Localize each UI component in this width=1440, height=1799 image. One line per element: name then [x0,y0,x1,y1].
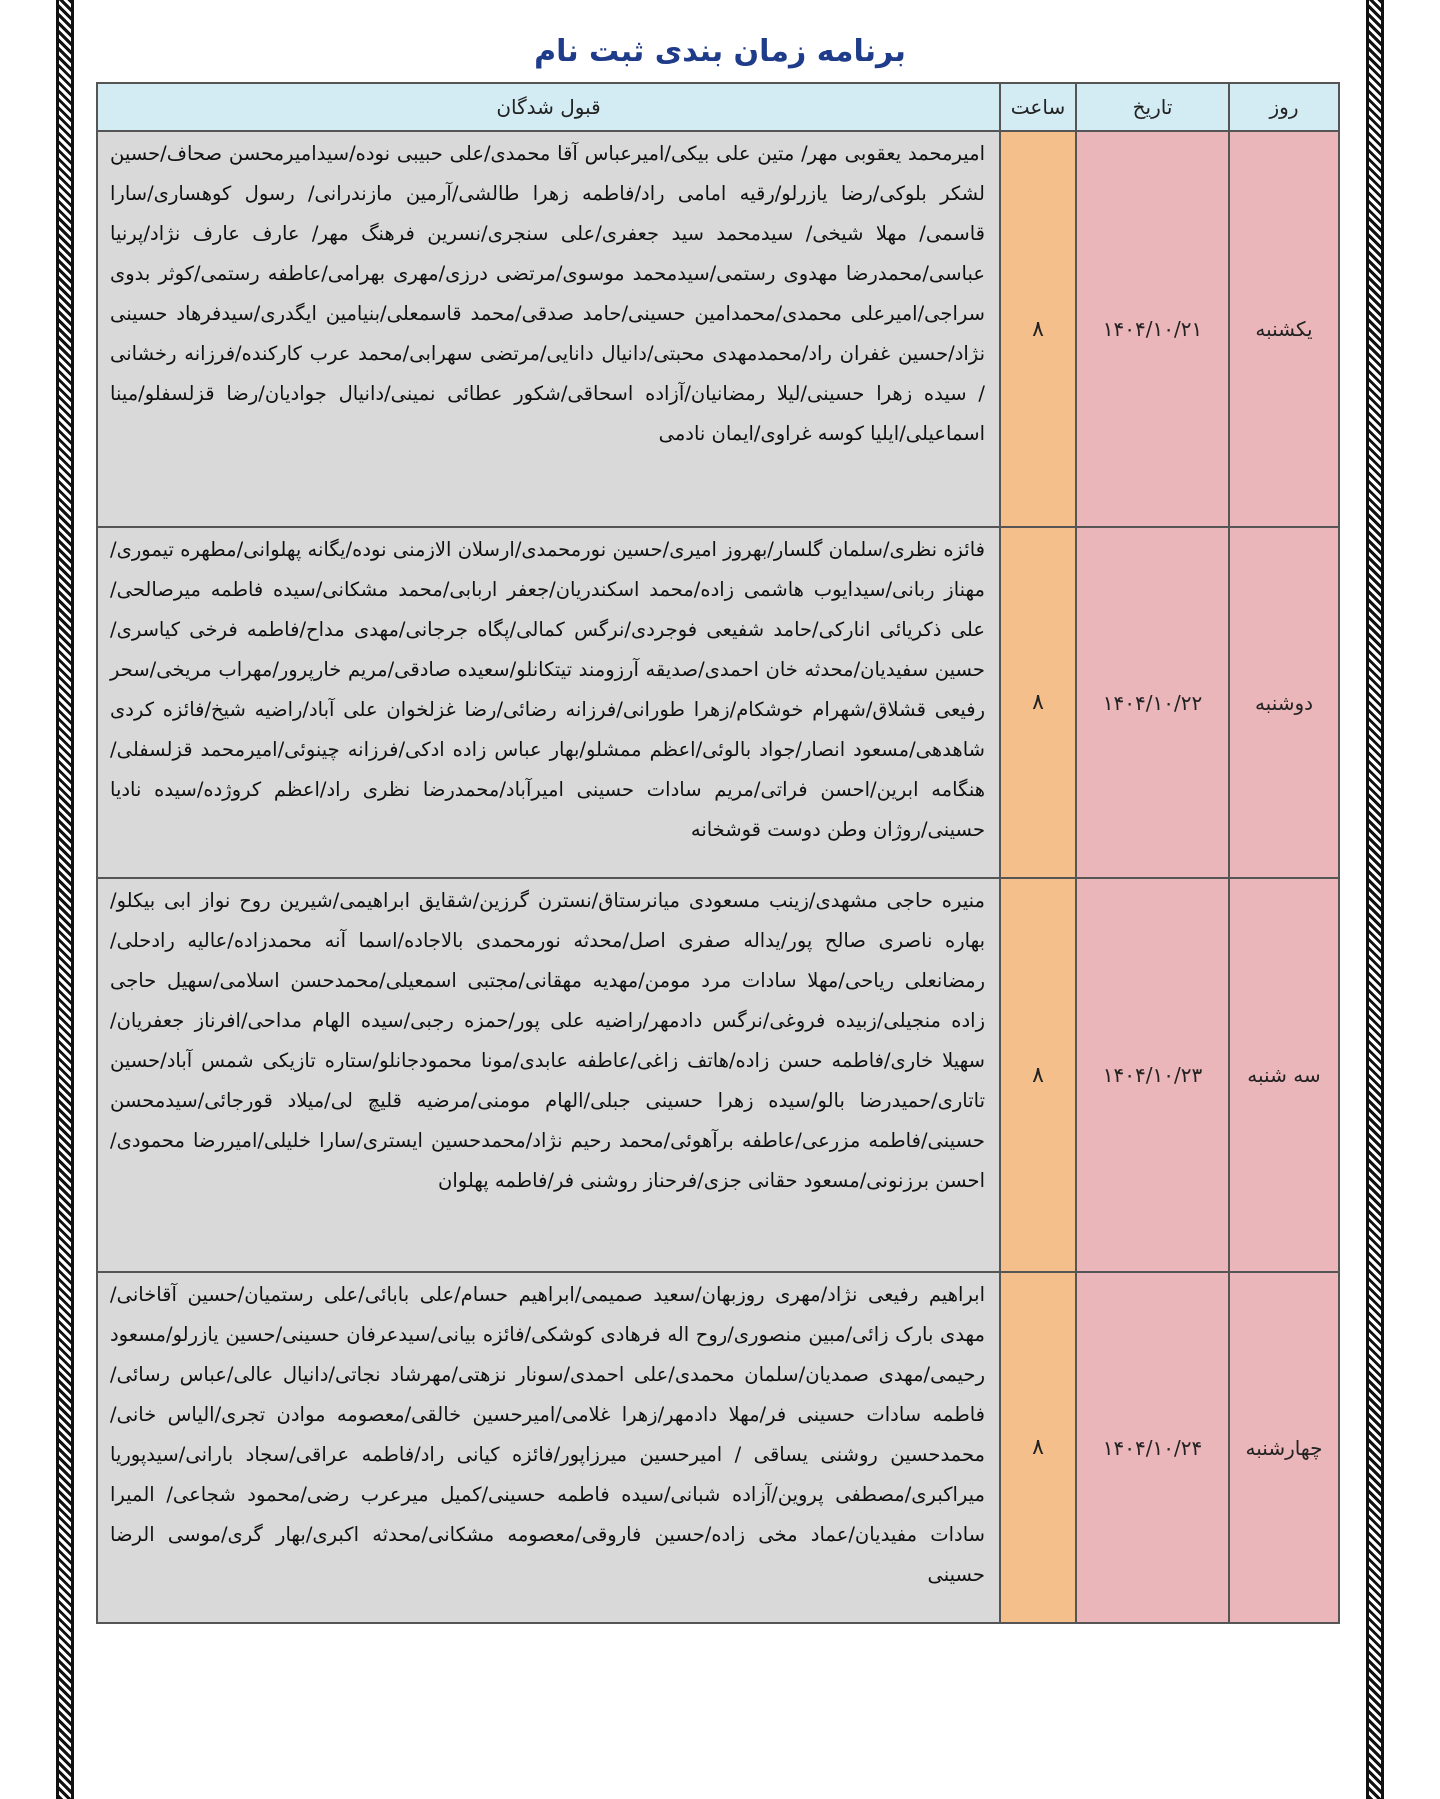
page-title: برنامه زمان بندی ثبت نام [534,34,906,69]
row-day: سه شنبه [1229,878,1339,1272]
row-names: فائزه نظری/سلمان گلسار/بهروز امیری/حسین نورمحمدی/ارسلان الازمنی نوده/یگانه پهلوانی/مطهره تیموری/مهناز ربانی/سیدایوب هاشمی زاده/محمد اسکندریان/جعفر اربابی/محمد مشکانی/سیده فاطمه میرصالحی/علی ذکریائی انارکی/حامد شفیعی فوجردی/نرگس کمالی/پگاه جرجانی/مهدی مداح/فاطمه فرخی کیاسری/حسین سفیدیان/محدثه خان احمدی/صدیقه آرزومند تیتکانلو/سعیده صادقی/مریم خارپرور/مهراب مریخی/سحر رفیعی قشلاق/شهرام خوشکام/زهرا طورانی/فرزانه رضائی/رضا غزلخوان علی آباد/راضیه شیخ/فائزه کردی شاهدهی/مسعود انصار/جواد بالوئی/اعظم ممشلو/بهار عباس زاده ادکی/فرزانه چینوئی/امیرمحمد قزلسفلی/هنگامه ابرین/احسن فراتی/مریم سادات حسینی امیرآباد/محمدرضا نظری راد/اعظم کروژده/سیده نادیا حسینی/روژان وطن دوست قوشخانه [97,527,1000,878]
table-row [97,527,1339,878]
row-day: دوشنبه [1229,527,1339,878]
row-names: امیرمحمد یعقوبی مهر/ متین علی بیکی/امیرعباس آقا محمدی/علی حبیبی نوده/سیدامیرمحسن صحاف/حسین لشکر بلوکی/رضا یازرلو/رقیه امامی راد/فاطمه زهرا طالشی/آرمین مازندرانی/ رسول کوهساری/سارا قاسمی/ مهلا شیخی/ سیدمحمد سید جعفری/علی سنجری/نسرین فرهنگ مهر/ عارف عارف نژاد/پرنیا عباسی/محمدرضا مهدوی رستمی/سیدمحمد موسوی/مرتضی درزی/مهری بهرامی/عاطفه رستمی/کوثر بدوی سراجی/امیرعلی محمدی/محمدامین حسینی/حامد صدقی/محمد قاسمعلی/بنیامین ایگدری/سیدفرهاد حسینی نژاد/حسین غفران راد/محمدمهدی محبتی/دانیال دانایی/مرتضی سهرابی/محمد عرب کارکنده/فرزانه رخشانی / سیده زهرا حسینی/لیلا رمضانیان/آزاده اسحاقی/شکور عطائی نمینی/دانیال جوادیان/رضا قزلسفلو/مینا اسماعیلی/ایلیا کوسه غراوی/ایمان نادمی [97,131,1000,527]
row-names: منیره حاجی مشهدی/زینب مسعودی میانرستاق/نسترن گرزین/شقایق ابراهیمی/شیرین روح نواز ابی بیکلو/بهاره ناصری صالح پور/یداله صفری اصل/محدثه نورمحمدی بالاجاده/اسما آنه محمدزاده/عالیه رادحلی/رمضانعلی ریاحی/مهلا سادات مرد مومن/مهدیه مهقانی/مجتبی اسمعیلی/محمدحسن اسلامی/سهیل حاجی زاده منجیلی/زبیده فروغی/نرگس دادمهر/راضیه علی پور/حمزه رجبی/سیده الهام مداحی/افرناز جعفریان/سهیلا خاری/فاطمه حسن زاده/هاتف زاغی/عاطفه عابدی/مونا محمودجانلو/ستاره تازیکی شمس آباد/حسین تاتاری/حمیدرضا بالو/سیده زهرا حسینی جبلی/الهام مومنی/مرضیه قلیچ لی/میلاد قورجائی/سیدمحسن حسینی/فاطمه مزرعی/عاطفه برآهوئی/محمد رحیم نژاد/محمدحسین ایستری/سارا خلیلی/امیررضا محمودی/احسن برزنونی/مسعود حقانی جزی/فرحناز روشنی فر/فاطمه پهلوان [97,878,1000,1272]
header-day: روز [1229,83,1339,131]
decorative-border-right [1366,0,1384,1799]
table-row [97,878,1339,1272]
schedule-table [96,82,1340,1624]
table-row [97,131,1339,527]
row-hour: ۸ [1000,1272,1076,1623]
row-hour: ۸ [1000,527,1076,878]
row-names: ابراهیم رفیعی نژاد/مهری روزبهان/سعید صمیمی/ابراهیم حسام/علی بابائی/علی رستمیان/حسین آقاخانی/مهدی بارک زائی/مبین منصوری/روح اله فرهادی کوشکی/فائزه بیانی/سیدعرفان حسینی/حسین یازرلو/مسعود رحیمی/مهدی صمدیان/سلمان محمدی/علی احمدی/سونار نزهتی/مهرشاد نجاتی/دانیال عالی/عباس رسائی/فاطمه سادات حسینی فر/مهلا دادمهر/زهرا غلامی/امیرحسین خالقی/معصومه موادن تجری/الیاس خانی/محمدحسین روشنی یساقی / امیرحسین میرزاپور/فائزه کیانی راد/فاطمه عراقی/سجاد بارانی/سیدپوریا میراکبری/مصطفی پروین/آزاده شبانی/سیده فاطمه حسینی/کمیل میرعرب رضی/محمود شجاعی/ المیرا سادات مفیدیان/عماد مخی زاده/حسین فاروقی/معصومه مشکانی/محدثه اکبری/بهار گری/موسی الرضا حسینی [97,1272,1000,1623]
decorative-border-left [56,0,74,1799]
row-date: ۱۴۰۴/۱۰/۲۲ [1076,527,1229,878]
row-hour: ۸ [1000,131,1076,527]
row-hour: ۸ [1000,878,1076,1272]
header-date: تاریخ [1076,83,1229,131]
header-names: قبول شدگان [97,83,1000,131]
row-date: ۱۴۰۴/۱۰/۲۴ [1076,1272,1229,1623]
row-day: یکشنبه [1229,131,1339,527]
header-hour: ساعت [1000,83,1076,131]
row-day: چهارشنبه [1229,1272,1339,1623]
table-row [97,1272,1339,1623]
row-date: ۱۴۰۴/۱۰/۲۱ [1076,131,1229,527]
table-header-row [97,83,1339,131]
row-date: ۱۴۰۴/۱۰/۲۳ [1076,878,1229,1272]
